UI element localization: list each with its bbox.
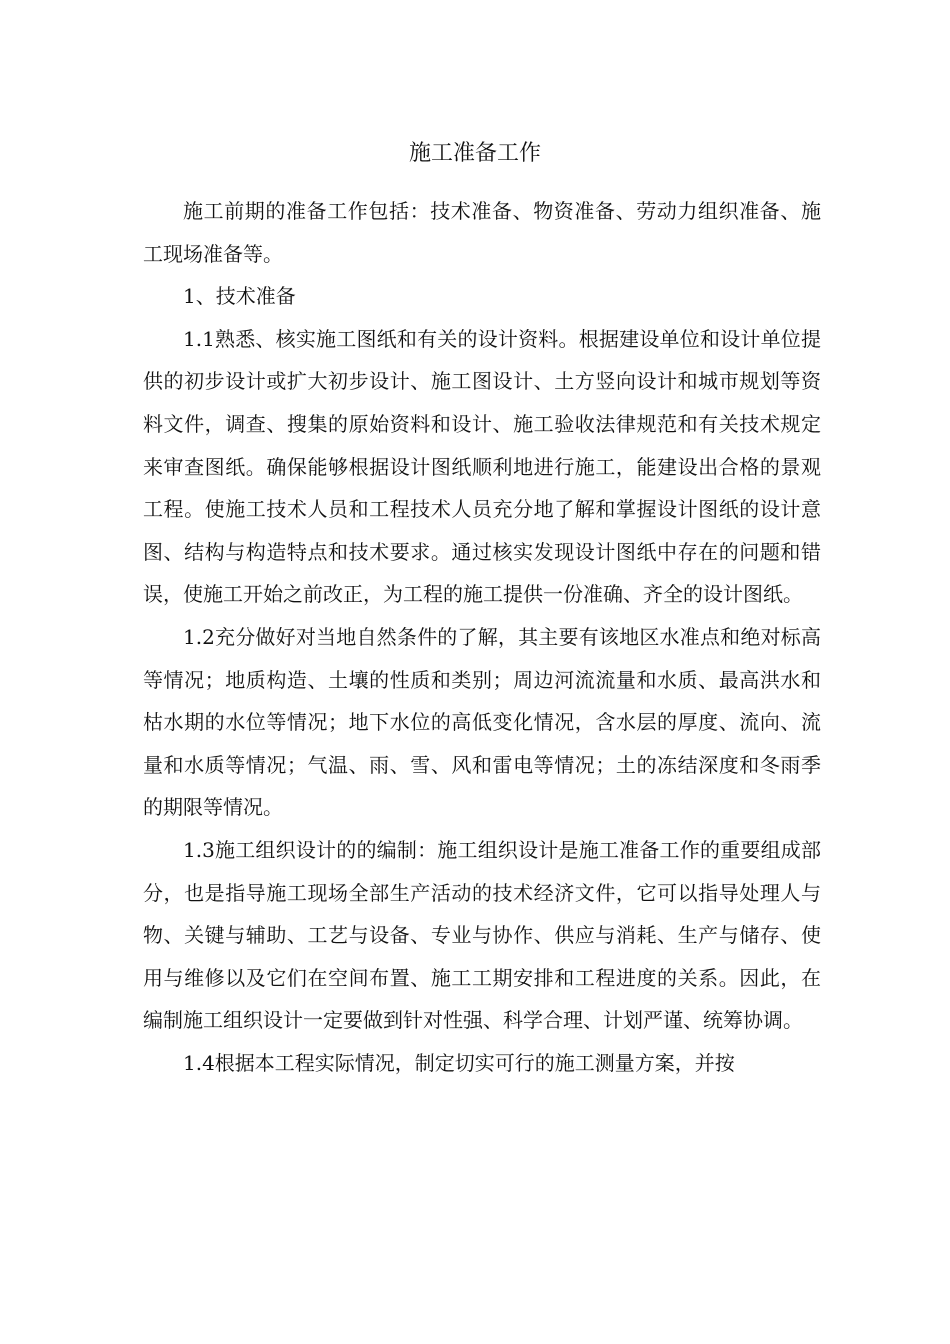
paragraph-1-2: 1.2充分做好对当地自然条件的了解，其主要有该地区水准点和绝对标高等情况；地质构造、土壤的性质和类别；周边河流流量和水质、最高洪水和枯水期的水位等情况；地下水位的高低变化情况，含水层的厚度、流向、流量和水质等情况；气温、雨、雪、风和雷电等情况；土的冻结深度和冬雨季的期限等情况。: [143, 624, 821, 820]
paragraph-1-4: 1.4根据本工程实际情况，制定切实可行的施工测量方案，并按: [183, 1050, 735, 1075]
document-body: [143, 190, 821, 1084]
paragraph-intro: 施工前期的准备工作包括：技术准备、物资准备、劳动力组织准备、施工现场准备等。: [143, 199, 821, 266]
section-heading-technical-preparation: 1、技术准备: [183, 284, 296, 309]
paragraph-1-3: 1.3施工组织设计的的编制：施工组织设计是施工准备工作的重要组成部分，也是指导施工现场全部生产活动的技术经济文件，它可以指导处理人与物、关键与辅助、工艺与设备、专业与协作、供应与消耗、生产与储存、使用与维修以及它们在空间布置、施工工期安排和工程进度的关系。因此，在编制施工组织设计一定要做到针对性强、科学合理、计划严谨、统筹协调。: [143, 837, 821, 1033]
document-title: 施工准备工作: [408, 141, 541, 166]
paragraph-1-1: 1.1熟悉、核实施工图纸和有关的设计资料。根据建设单位和设计单位提供的初步设计或扩大初步设计、施工图设计、土方竖向设计和城市规划等资料文件，调查、搜集的原始资料和设计、施工验收法律规范和有关技术规定来审查图纸。确保能够根据设计图纸顺利地进行施工，能建设出合格的景观工程。使施工技术人员和工程技术人员充分地了解和掌握设计图纸的设计意图、结构与构造特点和技术要求。通过核实发现设计图纸中存在的问题和错误，使施工开始之前改正，为工程的施工提供一份准确、齐全的设计图纸。: [143, 326, 821, 607]
